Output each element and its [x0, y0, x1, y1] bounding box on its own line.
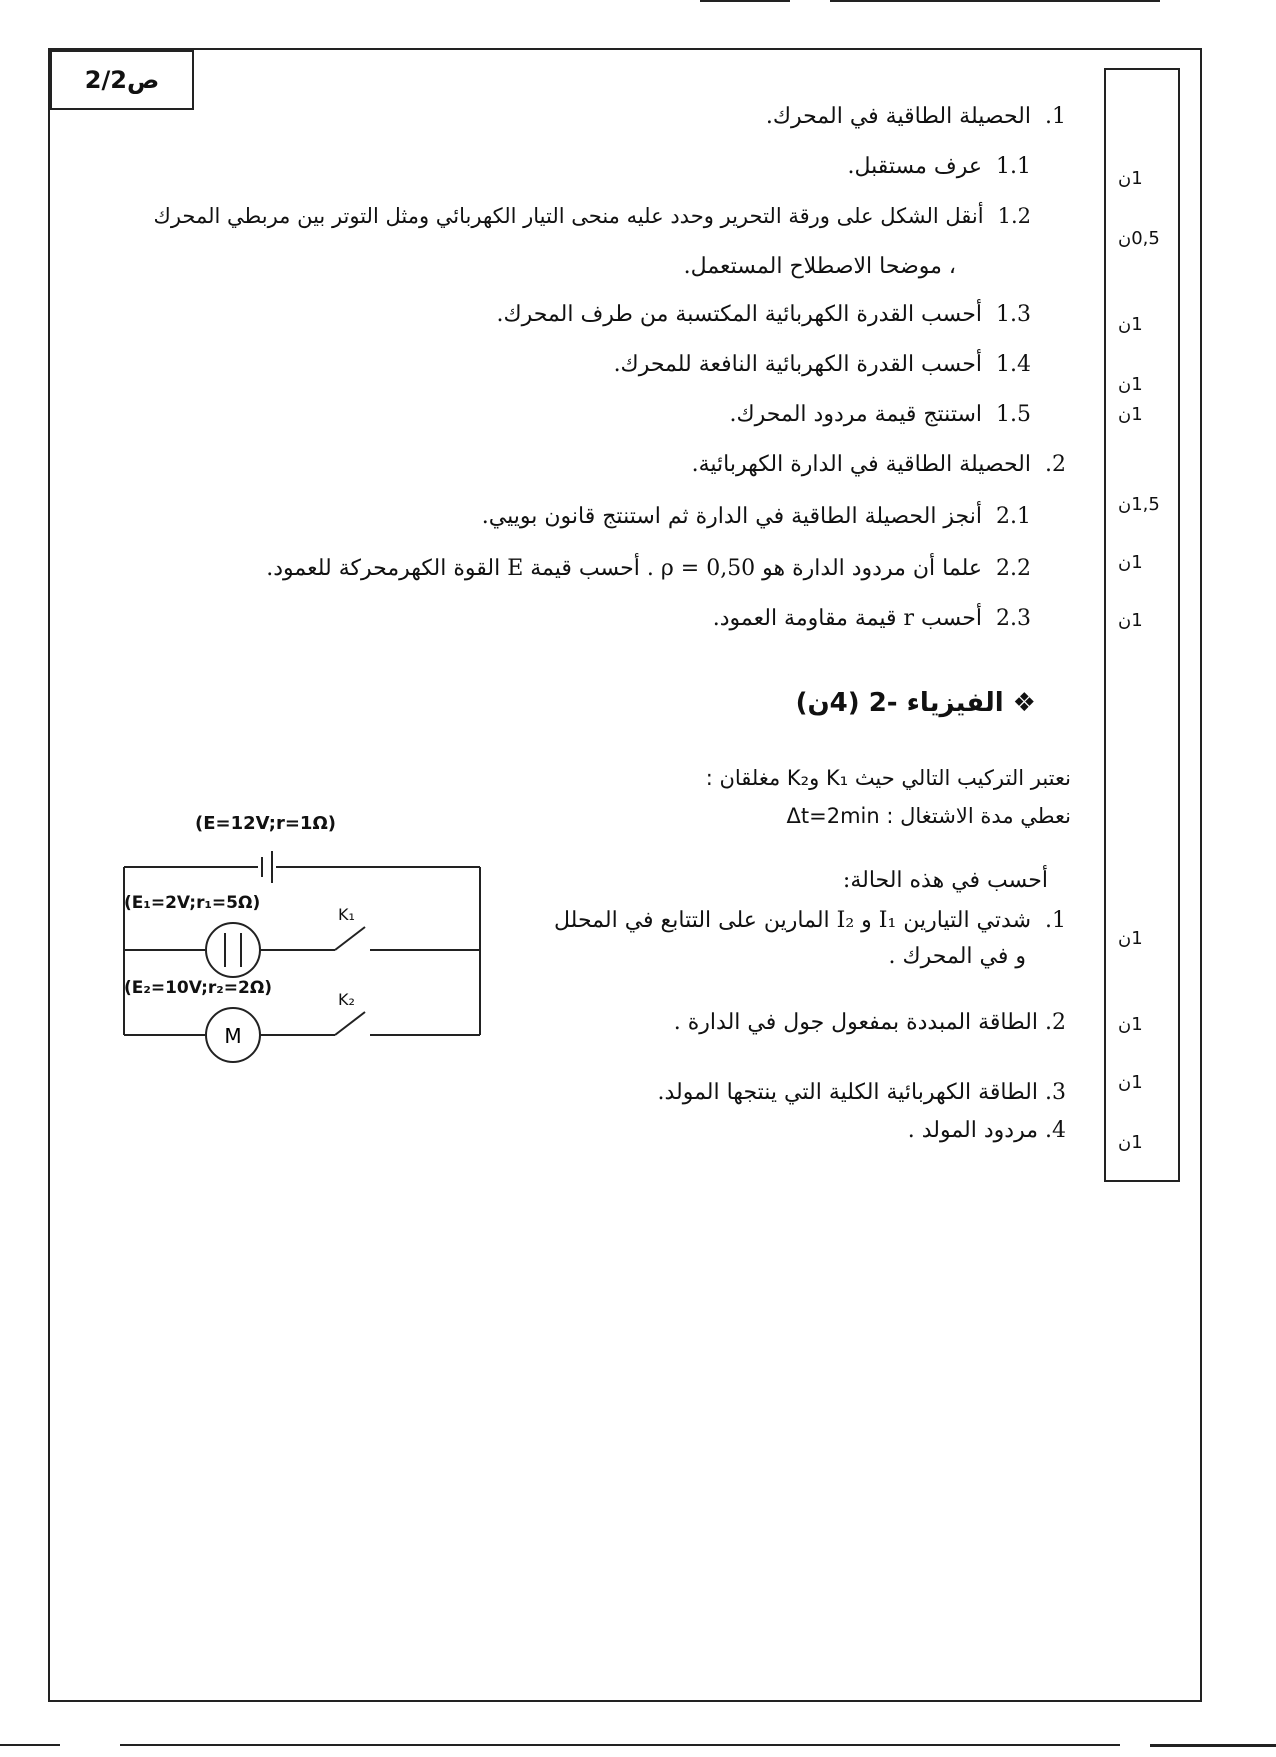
top-rule-right — [830, 0, 1160, 2]
bottom-rule-mid — [120, 1744, 1120, 1746]
grade-p2-q4: 1ن — [1118, 1132, 1143, 1153]
physics2-q4: 4. مردود المولد . — [907, 1118, 1066, 1143]
physics2-intro1: نعتبر التركيب التالي حيث K₁ وK₂ مغلقان : — [705, 766, 1071, 790]
k2-switch — [335, 1012, 365, 1035]
top-rule-left — [700, 0, 790, 2]
generator-label: (E=12V;r=1Ω) — [195, 813, 336, 834]
k1-switch — [335, 927, 365, 950]
motor-label: (E₂=10V;r₂=2Ω) — [124, 978, 273, 998]
part2-title: 2.الحصيلة الطاقية في الدارة الكهربائية. — [691, 452, 1066, 477]
part1-title: 1.الحصيلة الطاقية في المحرك. — [765, 104, 1066, 129]
grade-1-2: 0,5ن — [1118, 228, 1160, 249]
motor-symbol-letter: M — [224, 1024, 242, 1048]
k2-label: K₂ — [338, 990, 355, 1009]
grade-p2-q1: 1ن — [1118, 928, 1143, 949]
grade-1-5: 1ن — [1118, 404, 1143, 425]
grade-p2-q2: 1ن — [1118, 1014, 1143, 1035]
grade-1-3: 1ن — [1118, 314, 1143, 335]
grade-1-4: 1ن — [1118, 374, 1143, 395]
question-1-5: 1.5استنتج قيمة مردود المحرك. — [729, 402, 1031, 427]
page-number: ص2/2 — [84, 66, 160, 94]
physics2-title: ❖ الفيزياء -2 (4ن) — [795, 688, 1036, 718]
question-2-1: 2.1أنجز الحصيلة الطاقية في الدارة ثم استنتج قانون بوييي. — [481, 504, 1031, 529]
question-1-2: 1.2أنقل الشكل على ورقة التحرير وحدد عليه منحى التيار الكهربائي ومثل التوتر بين مربطي المحرك — [153, 204, 1031, 228]
generator-symbol — [262, 851, 272, 883]
physics2-intro2: نعطي مدة الاشتغال : Δt=2min — [786, 804, 1071, 828]
question-2-2: 2.2علما أن مردود الدارة هو ρ = 0,50 . أحسب قيمة E القوة الكهرمحركة للعمود. — [266, 556, 1031, 581]
question-2-3: 2.3أحسب r قيمة مقاومة العمود. — [712, 606, 1031, 631]
bottom-rule-right — [1150, 1744, 1276, 1747]
circuit-diagram — [110, 815, 490, 1065]
grade-1-1: 1ن — [1118, 168, 1143, 189]
bottom-rule-left — [0, 1744, 60, 1746]
calc-intro: أحسب في هذه الحالة: — [842, 868, 1048, 893]
question-1-1: 1.1عرف مستقبل. — [847, 154, 1031, 179]
motor-symbol — [206, 1008, 260, 1062]
question-1-2-continued: ، موضحا الاصطلاح المستعمل. — [683, 254, 956, 279]
physics2-q3: 3. الطاقة الكهربائية الكلية التي ينتجها المولد. — [657, 1080, 1066, 1105]
circuit-svg — [110, 815, 490, 1065]
physics2-q1: 1.شدتي التيارين I₁ و I₂ المارين على التتابع في المحلل — [554, 908, 1066, 933]
k1-label: K₁ — [338, 905, 355, 924]
grade-p2-q3: 1ن — [1118, 1072, 1143, 1093]
physics2-q1-continued: و في المحرك . — [888, 944, 1026, 969]
electrolyzer-symbol — [206, 923, 260, 977]
physics2-q2: 2. الطاقة المبددة بمفعول جول في الدارة . — [673, 1010, 1066, 1035]
page-number-box — [50, 50, 194, 110]
question-1-3: 1.3أحسب القدرة الكهربائية المكتسبة من طرف المحرك. — [496, 302, 1031, 327]
electrolyzer-label: (E₁=2V;r₁=5Ω) — [124, 893, 261, 913]
grade-2-3: 1ن — [1118, 610, 1143, 631]
grade-2-1: 1,5ن — [1118, 494, 1160, 515]
question-1-4: 1.4أحسب القدرة الكهربائية النافعة للمحرك. — [613, 352, 1031, 377]
grade-2-2: 1ن — [1118, 552, 1143, 573]
